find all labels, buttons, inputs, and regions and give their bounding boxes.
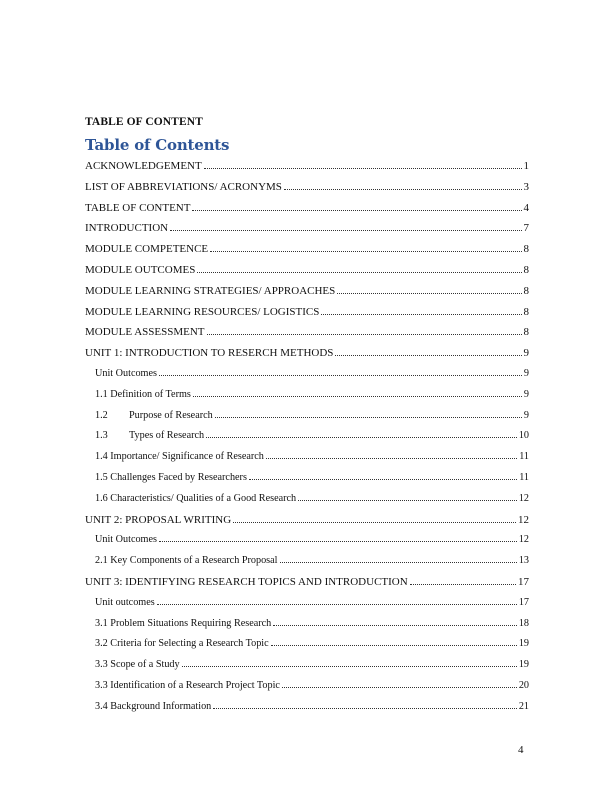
toc-entry[interactable] bbox=[85, 701, 529, 722]
toc-entry[interactable] bbox=[85, 430, 529, 451]
toc-leader-dots bbox=[206, 437, 517, 438]
toc-entry-page: 12 bbox=[518, 492, 529, 504]
toc-leader-dots bbox=[182, 666, 517, 667]
toc-entry-label: 3.1 Problem Situations Requiring Research bbox=[95, 617, 272, 629]
toc-entry[interactable] bbox=[85, 638, 529, 659]
table-of-contents bbox=[85, 160, 529, 722]
toc-entry-page: 9 bbox=[523, 347, 529, 360]
toc-leader-dots bbox=[249, 479, 517, 480]
page-number: 4 bbox=[518, 744, 524, 756]
toc-entry[interactable] bbox=[85, 181, 529, 202]
toc-entry-label: Unit Outcomes bbox=[95, 367, 157, 379]
toc-entry-label: Unit Outcomes bbox=[95, 534, 157, 546]
toc-entry[interactable] bbox=[85, 534, 529, 555]
toc-leader-dots bbox=[233, 522, 516, 523]
toc-leader-dots bbox=[266, 458, 517, 459]
toc-entry-label: MODULE LEARNING RESOURCES/ LOGISTICS bbox=[85, 305, 320, 318]
toc-entry[interactable] bbox=[85, 576, 529, 597]
toc-entry-page: 8 bbox=[523, 243, 529, 256]
toc-entry-label: ACKNOWLEDGEMENT bbox=[85, 160, 202, 172]
toc-entry-number: 1.2 bbox=[95, 409, 108, 421]
toc-entry-number: 1.3 bbox=[95, 430, 108, 442]
toc-entry[interactable] bbox=[85, 597, 529, 618]
toc-entry-page: 17 bbox=[518, 596, 529, 608]
toc-entry[interactable] bbox=[85, 555, 529, 576]
toc-entry[interactable] bbox=[85, 659, 529, 680]
toc-leader-dots bbox=[192, 210, 521, 211]
toc-entry-label: Unit outcomes bbox=[95, 596, 155, 608]
toc-leader-dots bbox=[273, 625, 517, 626]
toc-entry[interactable] bbox=[85, 202, 529, 223]
toc-leader-dots bbox=[210, 251, 521, 252]
toc-entry-label: INTRODUCTION bbox=[85, 222, 169, 235]
toc-entry-label: UNIT 1: INTRODUCTION TO RESERCH METHODS bbox=[85, 347, 334, 360]
toc-entry-page: 7 bbox=[523, 222, 529, 235]
toc-leader-dots bbox=[282, 687, 517, 688]
toc-entry-label: 2.1 Key Components of a Research Proposal bbox=[95, 555, 278, 567]
toc-entry-page: 10 bbox=[518, 430, 529, 442]
toc-entry-page: 4 bbox=[523, 201, 529, 214]
toc-leader-dots bbox=[298, 500, 517, 501]
toc-entry[interactable] bbox=[85, 160, 529, 181]
toc-entry-label: 3.2 Criteria for Selecting a Research Topic bbox=[95, 638, 269, 650]
toc-entry-page: 12 bbox=[518, 513, 529, 526]
toc-entry[interactable] bbox=[85, 347, 529, 368]
toc-entry-label: 1.5 Challenges Faced by Researchers bbox=[95, 471, 247, 483]
toc-entry-label: 3.4 Background Information bbox=[95, 700, 212, 712]
toc-leader-dots bbox=[321, 314, 521, 315]
toc-entry[interactable] bbox=[85, 368, 529, 389]
toc-heading: Table of Contents bbox=[85, 136, 230, 154]
toc-entry[interactable] bbox=[85, 285, 529, 306]
toc-entry-label bbox=[95, 430, 204, 441]
toc-entry-page: 18 bbox=[518, 617, 529, 629]
toc-entry-label bbox=[95, 410, 213, 421]
toc-entry-page: 12 bbox=[518, 534, 529, 546]
toc-leader-dots bbox=[410, 584, 516, 585]
toc-entry[interactable] bbox=[85, 618, 529, 639]
toc-entry-page: 8 bbox=[523, 263, 529, 276]
toc-leader-dots bbox=[159, 375, 522, 376]
toc-entry[interactable] bbox=[85, 306, 529, 327]
toc-entry[interactable] bbox=[85, 680, 529, 701]
toc-entry-label: 1.6 Characteristics/ Qualities of a Good Research bbox=[95, 492, 297, 504]
toc-leader-dots bbox=[215, 417, 522, 418]
toc-entry-text: Types of Research bbox=[129, 430, 205, 442]
toc-leader-dots bbox=[197, 272, 521, 273]
toc-entry[interactable] bbox=[85, 222, 529, 243]
toc-entry-label: TABLE OF CONTENT bbox=[85, 201, 191, 214]
toc-heading-small: TABLE OF CONTENT bbox=[85, 116, 203, 128]
toc-entry-page: 13 bbox=[518, 555, 529, 567]
toc-entry[interactable] bbox=[85, 264, 529, 285]
toc-entry-label: MODULE LEARNING STRATEGIES/ APPROACHES bbox=[85, 284, 336, 297]
toc-entry[interactable] bbox=[85, 514, 529, 535]
toc-entry-label: MODULE ASSESSMENT bbox=[85, 326, 205, 339]
toc-entry-page: 9 bbox=[523, 409, 529, 421]
toc-entry-label: 1.1 Definition of Terms bbox=[95, 388, 191, 400]
toc-entry-page: 17 bbox=[518, 575, 529, 588]
toc-entry-page: 1 bbox=[523, 160, 529, 172]
toc-entry-page: 8 bbox=[523, 305, 529, 318]
toc-entry[interactable] bbox=[85, 389, 529, 410]
toc-entry-label: 3.3 Identification of a Research Project Topic bbox=[95, 679, 280, 691]
toc-entry-page: 3 bbox=[523, 180, 529, 193]
toc-entry-label: UNIT 2: PROPOSAL WRITING bbox=[85, 513, 232, 526]
toc-leader-dots bbox=[157, 604, 517, 605]
toc-leader-dots bbox=[337, 293, 521, 294]
toc-entry[interactable] bbox=[85, 243, 529, 264]
toc-entry-label: LIST OF ABBREVIATIONS/ ACRONYMS bbox=[85, 180, 282, 193]
toc-entry-page: 19 bbox=[518, 659, 529, 671]
toc-leader-dots bbox=[213, 708, 517, 709]
toc-entry[interactable] bbox=[85, 410, 529, 431]
toc-entry-page: 8 bbox=[523, 326, 529, 339]
toc-entry-page: 9 bbox=[523, 388, 529, 400]
toc-leader-dots bbox=[170, 230, 521, 231]
toc-leader-dots bbox=[204, 168, 522, 169]
toc-leader-dots bbox=[271, 645, 517, 646]
toc-entry[interactable] bbox=[85, 472, 529, 493]
toc-entry-text: Purpose of Research bbox=[129, 409, 213, 421]
toc-leader-dots bbox=[207, 334, 522, 335]
toc-entry-page: 8 bbox=[523, 284, 529, 297]
toc-entry-page: 19 bbox=[518, 638, 529, 650]
toc-entry-page: 21 bbox=[518, 700, 529, 712]
toc-leader-dots bbox=[284, 189, 522, 190]
toc-entry-page: 11 bbox=[519, 451, 529, 463]
toc-entry[interactable] bbox=[85, 451, 529, 472]
toc-entry[interactable] bbox=[85, 493, 529, 514]
toc-entry-label: 3.3 Scope of a Study bbox=[95, 659, 180, 671]
toc-entry-label: MODULE COMPETENCE bbox=[85, 243, 209, 256]
toc-entry-page: 11 bbox=[519, 471, 529, 483]
toc-leader-dots bbox=[193, 396, 522, 397]
toc-entry-label: 1.4 Importance/ Significance of Research bbox=[95, 451, 264, 463]
toc-entry-page: 9 bbox=[523, 367, 529, 379]
toc-entry-page: 20 bbox=[518, 679, 529, 691]
toc-entry[interactable] bbox=[85, 326, 529, 347]
toc-leader-dots bbox=[335, 355, 521, 356]
toc-leader-dots bbox=[280, 562, 517, 563]
toc-entry-label: MODULE OUTCOMES bbox=[85, 263, 196, 276]
toc-leader-dots bbox=[159, 541, 517, 542]
toc-entry-label: UNIT 3: IDENTIFYING RESEARCH TOPICS AND INTRODUCTION bbox=[85, 575, 408, 588]
